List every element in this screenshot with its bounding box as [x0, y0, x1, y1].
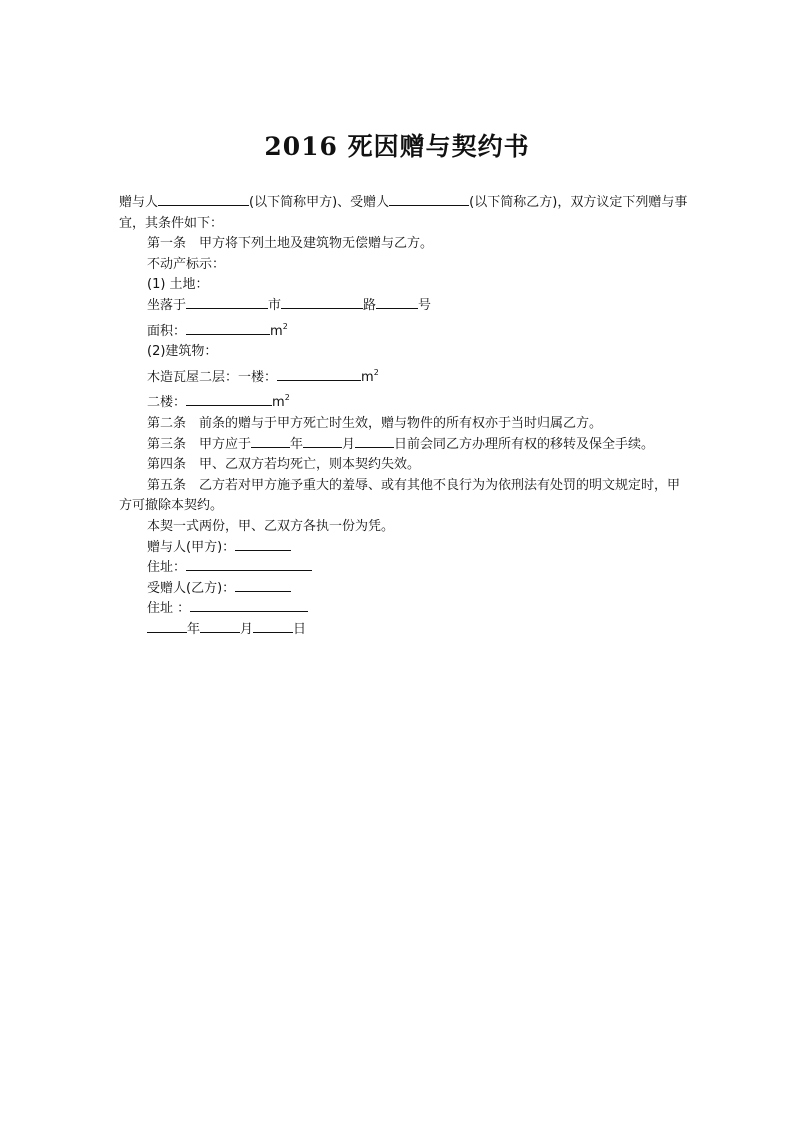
donor-address-blank[interactable]	[186, 559, 312, 571]
art3-month-blank[interactable]	[303, 436, 342, 448]
article-5: 第五条 乙方若对甲方施予重大的羞辱、或有其他不良行为为依刑法有处罚的明文规定时，甲方可撤除本契约。	[119, 477, 681, 514]
donee-address-blank[interactable]	[190, 600, 308, 612]
floor2-area-blank[interactable]	[186, 394, 272, 406]
intro-text: (以下简称甲方)、受赠人	[249, 195, 390, 210]
intro-text: (以下简称乙方)，双方议定下列赠与事宜，其条件如下：	[119, 195, 688, 231]
floor2-unit-sup: 2	[284, 393, 290, 403]
article-4: 第四条 甲、乙双方若均死亡，则本契约失效。	[147, 457, 421, 473]
donee-address-label: 住址 ：	[147, 601, 191, 617]
donor-signature-blank[interactable]	[235, 539, 291, 551]
intro-text: 赠与人	[119, 195, 159, 210]
article-3-text: 日前会同乙方办理所有权的移转及保全手续。	[394, 436, 655, 452]
location-city-blank[interactable]	[186, 297, 268, 309]
location-road-blank[interactable]	[281, 297, 363, 309]
article-1: 第一条 甲方将下列土地及建筑物无偿赠与乙方。	[147, 236, 434, 252]
date-month-blank[interactable]	[200, 621, 240, 633]
building-floor1-line	[119, 363, 689, 389]
area-unit: m	[270, 323, 283, 339]
floor2-label: 二楼：	[147, 395, 187, 411]
location-road-label: 路	[363, 297, 377, 313]
copies-statement: 本契一式两份，甲、乙双方各执一份为凭。	[147, 518, 395, 534]
donor-address-line	[119, 558, 689, 579]
donee-signature-blank[interactable]	[235, 580, 291, 592]
floor1-area-blank[interactable]	[277, 369, 361, 381]
donee-label: 受赠人(乙方)：	[147, 580, 236, 596]
floor1-unit: m	[361, 369, 374, 385]
building-heading: (2)建筑物：	[147, 344, 218, 360]
art3-year-blank[interactable]	[251, 436, 290, 448]
donee-signature-line	[119, 579, 689, 600]
floor1-unit-sup: 2	[373, 367, 379, 377]
date-month-label: 月	[240, 621, 254, 637]
article-3	[119, 435, 689, 456]
date-day-label: 日	[293, 621, 307, 637]
donor-address-label: 住址：	[147, 560, 187, 576]
article-3-text: 第三条 甲方应于	[147, 436, 252, 452]
floor2-unit: m	[272, 395, 285, 411]
article-2: 第二条 前条的赠与于甲方死亡时生效，赠与物件的所有权亦于当时归属乙方。	[147, 415, 603, 431]
area-unit-sup: 2	[282, 321, 288, 331]
date-year-blank[interactable]	[147, 621, 187, 633]
date-year-label: 年	[187, 621, 201, 637]
location-city-label: 市	[268, 297, 282, 313]
art3-day-blank[interactable]	[355, 436, 394, 448]
location-label: 坐落于	[147, 297, 187, 313]
donee-address-line	[119, 599, 689, 620]
floor1-label: 木造瓦屋二层：一楼：	[147, 369, 278, 385]
land-heading: (1) 土地：	[147, 277, 209, 293]
contract-body	[119, 193, 689, 640]
area-label: 面积：	[147, 323, 187, 339]
donor-label: 赠与人(甲方)：	[147, 539, 236, 555]
intro-paragraph	[119, 193, 689, 234]
location-number-blank[interactable]	[376, 297, 418, 309]
date-day-blank[interactable]	[253, 621, 293, 633]
date-line	[119, 620, 689, 641]
donee-name-blank[interactable]	[389, 194, 469, 206]
donor-signature-line	[119, 538, 689, 559]
art3-month-label: 月	[342, 436, 356, 452]
location-number-label: 号	[418, 297, 432, 313]
document-title: 2016 死因赠与契约书	[264, 132, 530, 161]
building-floor2-line	[119, 388, 689, 414]
area-blank[interactable]	[186, 323, 270, 335]
art3-year-label: 年	[290, 436, 304, 452]
property-heading: 不动产标示：	[147, 256, 226, 272]
location-line	[119, 296, 689, 317]
area-line	[119, 317, 689, 343]
donor-name-blank[interactable]	[158, 194, 249, 206]
